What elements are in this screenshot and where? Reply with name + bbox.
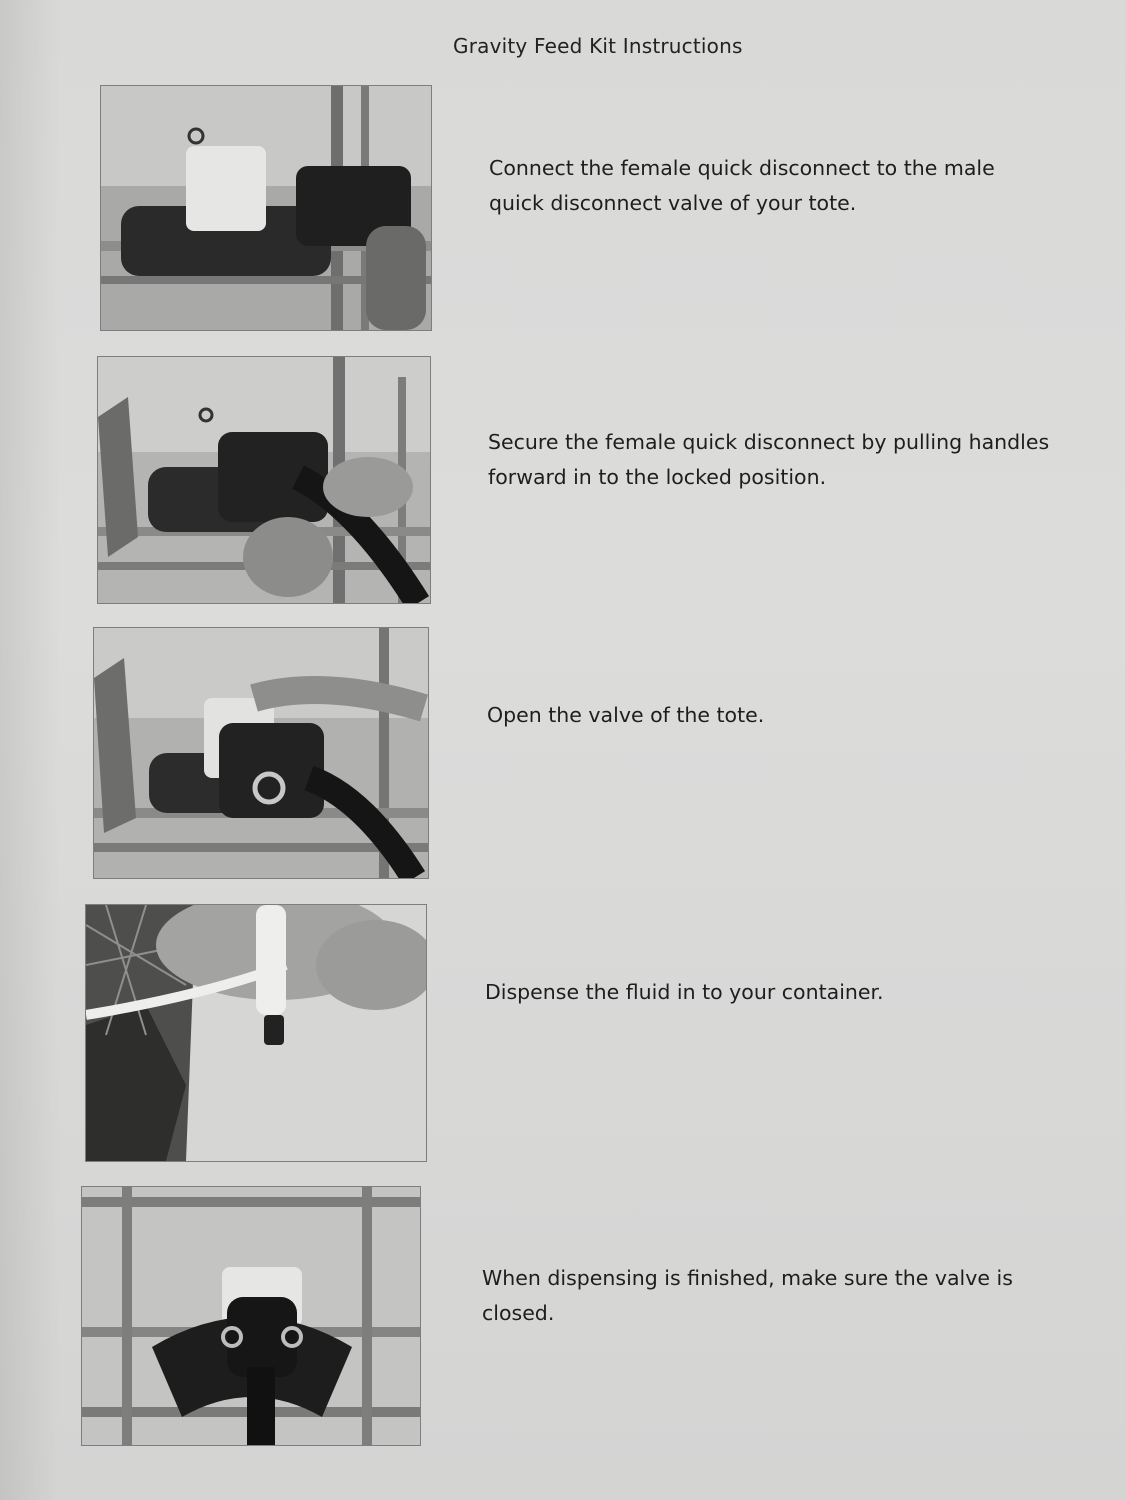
step-5-instruction: When dispensing is finished, make sure the valve is closed.: [482, 1266, 1013, 1325]
step-3-instruction: Open the valve of the tote.: [487, 703, 765, 727]
step-1-instruction: Connect the female quick disconnect to the male quick disconnect valve of your tote.: [489, 156, 995, 215]
step-3-photo: [94, 628, 428, 878]
step-5-photo: [82, 1187, 420, 1445]
step-2-instruction: Secure the female quick disconnect by pulling handles forward in to the locked position.: [488, 430, 1050, 489]
step-4-instruction: Dispense the fluid in to your container.: [485, 980, 884, 1004]
step-2-photo: [98, 357, 430, 603]
step-1-photo: [101, 86, 431, 330]
document-title: Gravity Feed Kit Instructions: [453, 34, 743, 58]
step-4-photo: [86, 905, 426, 1161]
page-edge-shadow: [0, 0, 60, 1500]
